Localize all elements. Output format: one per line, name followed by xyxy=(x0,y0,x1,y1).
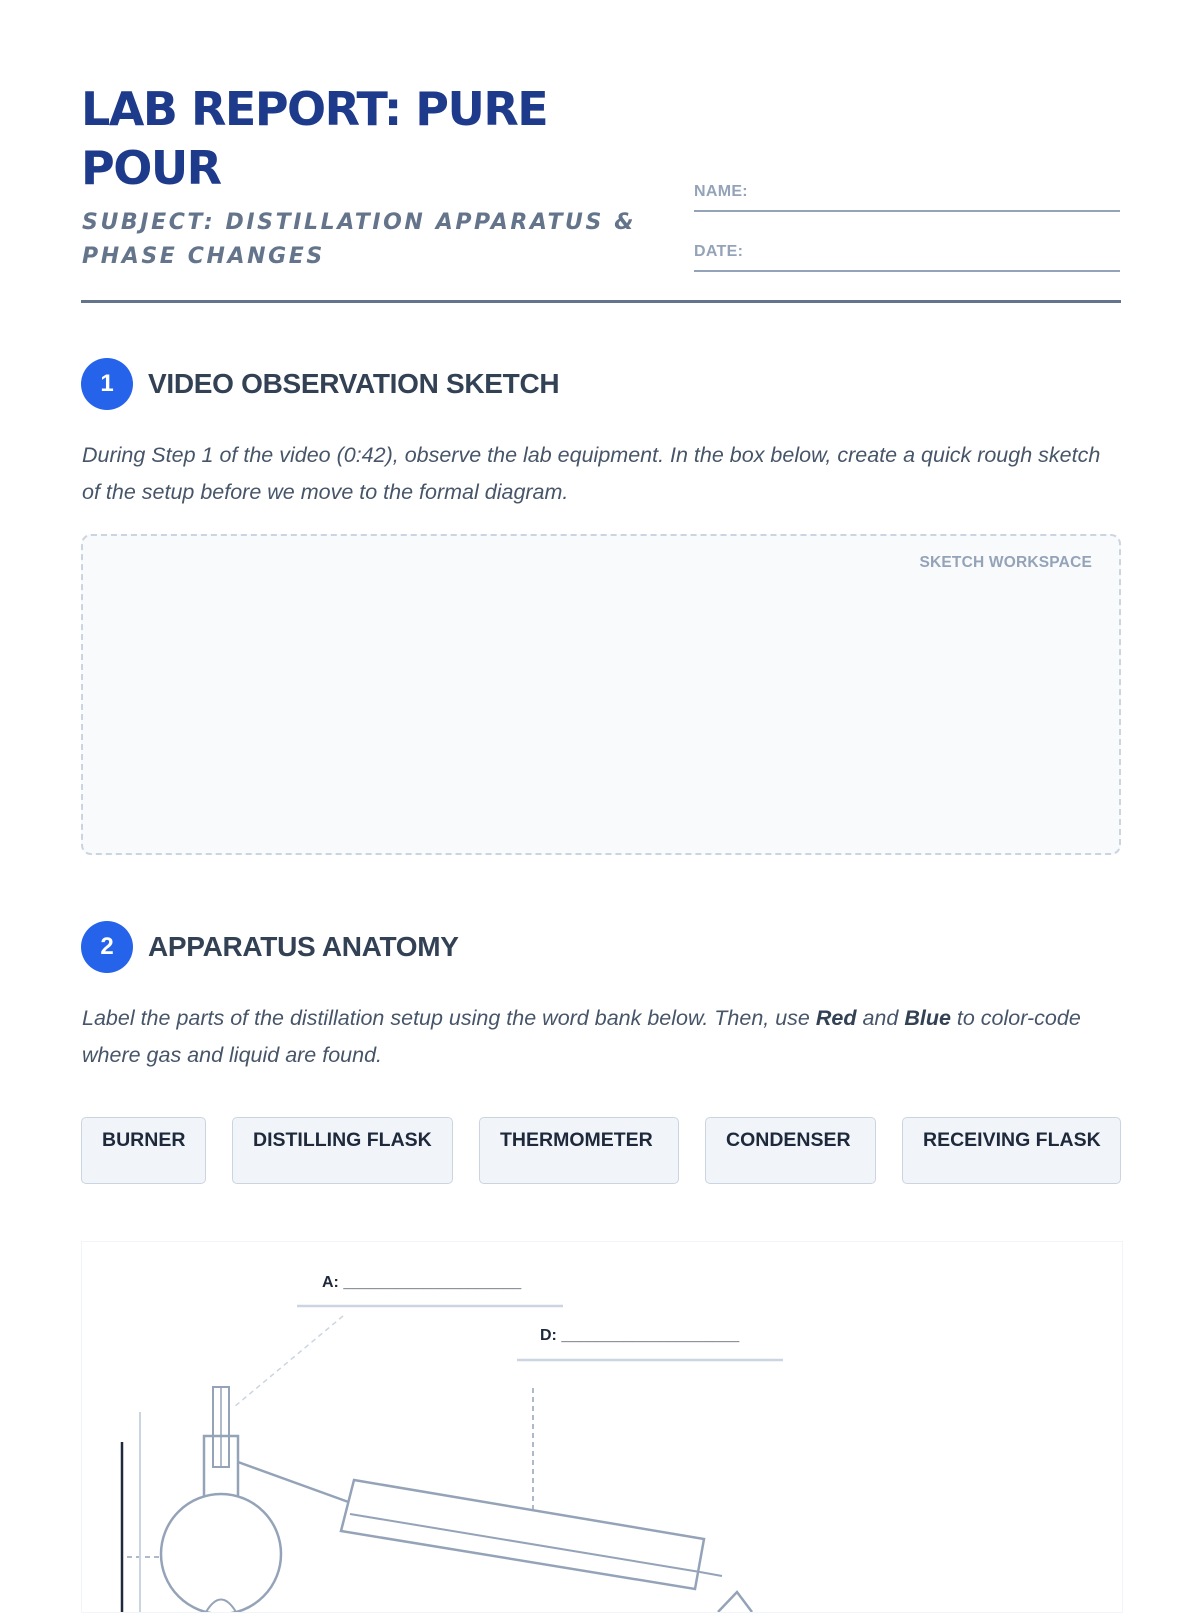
instr-text-start: Label the parts of the distillation setup using the word bank below. Then, use xyxy=(82,1006,816,1030)
section-1-title: VIDEO OBSERVATION SKETCH xyxy=(148,368,560,399)
section-1-instructions: During Step 1 of the video (0:42), observe the lab equipment. In the box below, create a quick rough sketch of the setup before we move to the formal diagram. xyxy=(82,443,1101,504)
instr-text-and: and xyxy=(856,1006,905,1030)
instr-blue-word: Blue xyxy=(904,1006,951,1030)
sketch-workspace-label: SKETCH WORKSPACE xyxy=(919,554,1092,571)
word-bank-condenser[interactable]: CONDENSER xyxy=(705,1117,876,1184)
name-label: NAME: xyxy=(694,183,748,200)
section-2-title: APPARATUS ANATOMY xyxy=(148,931,459,962)
sketch-workspace[interactable] xyxy=(81,534,1121,855)
word-bank-distilling-flask[interactable]: DISTILLING FLASK xyxy=(232,1117,453,1184)
word-bank-thermometer[interactable]: THERMOMETER xyxy=(479,1117,679,1184)
section-2-instructions xyxy=(82,1000,1122,1074)
side-arm-tube xyxy=(238,1462,354,1504)
distillation-apparatus-drawing xyxy=(82,1242,1122,1612)
condenser-body xyxy=(341,1480,704,1589)
word-bank-receiving-flask[interactable]: RECEIVING FLASK xyxy=(902,1117,1121,1184)
label-a-blank[interactable]: A: ____________________ xyxy=(322,1274,522,1291)
word-bank-burner[interactable]: BURNER xyxy=(81,1117,206,1184)
distilling-flask-body xyxy=(161,1494,281,1612)
distillation-diagram xyxy=(81,1241,1123,1613)
section-2-badge: 2 xyxy=(81,921,133,973)
condenser-outlet xyxy=(700,1572,722,1576)
label-d-blank[interactable]: D: ____________________ xyxy=(540,1327,740,1344)
date-label: DATE: xyxy=(694,243,744,260)
instr-red-word: Red xyxy=(815,1006,857,1030)
label-a-leader-line xyxy=(234,1316,343,1407)
section-1-badge: 1 xyxy=(81,358,133,410)
page-title: LAB REPORT: PURE POUR xyxy=(81,82,548,195)
instr-text-end: to color-code where gas and liquid are found. xyxy=(82,1006,1081,1067)
header-divider xyxy=(81,300,1121,303)
page-subtitle: SUBJECT: DISTILLATION APPARATUS & PHASE CHANGES xyxy=(82,210,637,269)
name-field[interactable] xyxy=(694,179,1120,212)
date-field[interactable] xyxy=(694,239,1120,272)
receiving-flask-shape xyxy=(718,1592,752,1612)
